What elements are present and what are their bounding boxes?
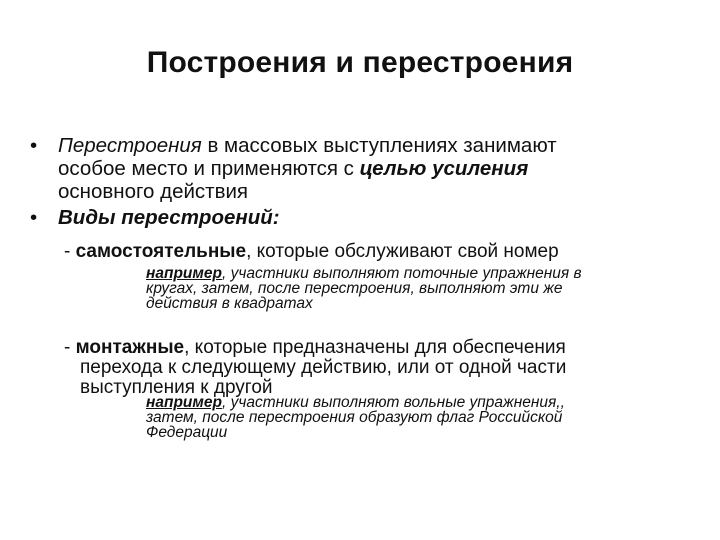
example-word: например — [146, 265, 222, 282]
term-rebuilding: Перестроения — [58, 134, 202, 157]
bullet-text — [58, 134, 688, 203]
term-montage: монтажные — [75, 337, 185, 358]
emphasis-purpose: целью усиления — [359, 157, 529, 180]
bullet-dot: • — [30, 206, 38, 229]
bullet-text — [58, 206, 688, 229]
type-montage — [64, 338, 674, 398]
type-montage-line1-rest: , которые предназначены для обеспечения — [184, 337, 566, 358]
type-montage-line3: выступления к другой — [80, 377, 273, 398]
bullet-line3: основного действия — [58, 180, 249, 203]
example-word: например — [146, 394, 222, 411]
example-line3: действия в квадратах — [146, 295, 313, 312]
bullet-dot: • — [30, 134, 38, 157]
dash-marker: - — [64, 337, 76, 358]
example-montage — [146, 395, 666, 440]
example-line1-rest: , участники выполняют вольные упражнения,, — [221, 394, 565, 411]
example-line2: кругах, затем, после перестроения, выполняют эти же — [146, 280, 563, 297]
type-montage-line2: перехода к следующему действию, или от одной части — [80, 357, 567, 378]
bullet-line2-start: особое место и применяются с — [58, 157, 360, 180]
slide-title: Построения и перестроения — [146, 46, 574, 79]
example-line1-rest: , участники выполняют поточные упражнения в — [221, 265, 582, 282]
dash-marker: - — [64, 241, 76, 262]
example-line3: Федерации — [146, 424, 228, 441]
example-independent — [146, 266, 666, 311]
type-independent — [64, 242, 674, 262]
types-heading: Виды перестроений: — [58, 206, 280, 229]
type-independent-rest: , которые обслуживают свой номер — [246, 241, 559, 262]
bullet-line1-rest: в массовых выступлениях занимают — [201, 134, 557, 157]
example-line2: затем, после перестроения образуют флаг Российской — [146, 409, 563, 426]
term-independent: самостоятельные — [75, 241, 247, 262]
